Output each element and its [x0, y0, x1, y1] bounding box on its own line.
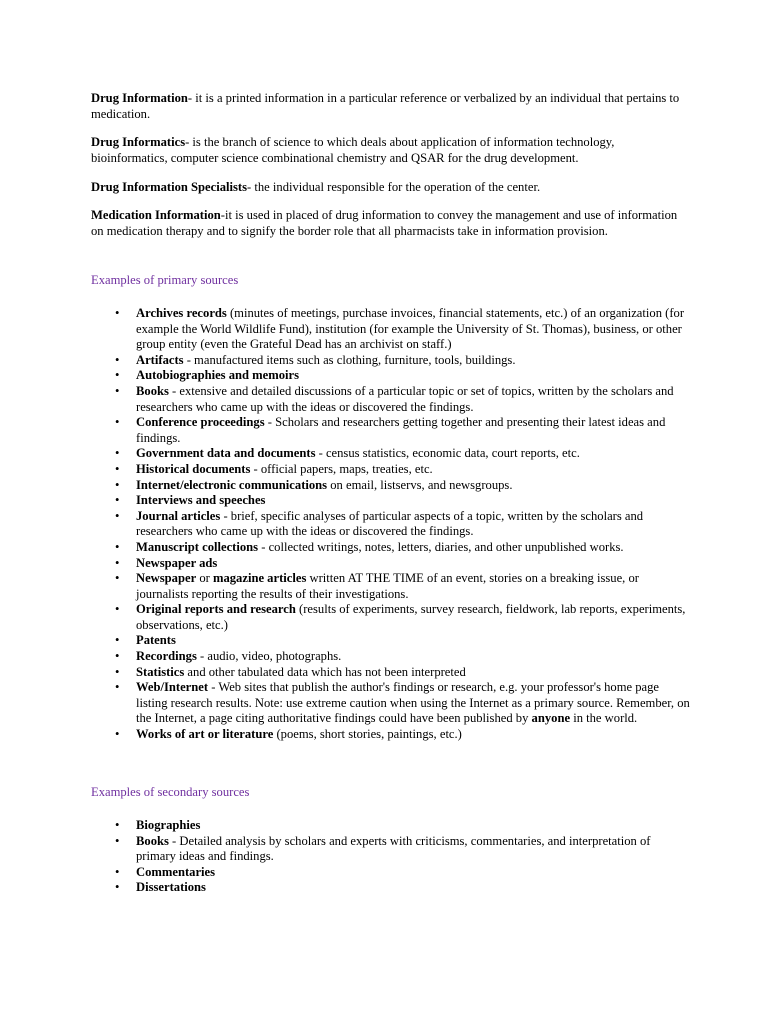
list-item-text: (results of experiments, survey research, fieldwork, lab reports, experiments, observations, etc.) — [136, 602, 686, 632]
list-item-term: Original reports and research — [136, 602, 296, 617]
list-item-text: or — [196, 571, 213, 586]
bullet-icon: • — [115, 664, 120, 679]
list-item — [91, 446, 691, 462]
list-item-term: Conference proceedings — [136, 415, 265, 430]
bullet-icon: • — [115, 368, 120, 383]
list-item — [91, 633, 691, 649]
list-item-text: - census statistics, economic data, court reports, etc. — [315, 446, 580, 461]
list-item-text: (minutes of meetings, purchase invoices, financial statements, etc.) of an organization (for example the World Wildlife Fund), institution (for example the University of St. Thomas), business, or other group entity (even the Grateful Dead has an archivist on staff.) — [136, 306, 685, 352]
list-item — [91, 478, 691, 494]
bullet-icon: • — [115, 477, 120, 492]
list-item — [91, 602, 691, 633]
primary-sources-list — [91, 306, 691, 743]
bullet-icon: • — [115, 571, 120, 586]
bullet-icon: • — [115, 306, 120, 320]
list-item — [91, 415, 691, 446]
list-item-term: Archives records — [136, 306, 227, 320]
bullet-icon: • — [115, 602, 120, 617]
list-item-term: Manuscript collections — [136, 539, 259, 554]
list-item — [91, 493, 691, 509]
definition-term: Medication Information — [91, 208, 221, 222]
definition-term: Drug Informatics — [91, 135, 186, 149]
list-item-term: Autobiographies and memoirs — [136, 368, 300, 383]
list-item-term: Commentaries — [136, 864, 216, 879]
bullet-icon: • — [115, 352, 120, 367]
list-item-text: in the world. — [570, 711, 638, 726]
list-item — [91, 680, 691, 727]
list-item — [91, 649, 691, 665]
list-item-term: Recordings — [136, 649, 197, 664]
list-item-text: written AT THE TIME of an event, stories on a breaking issue, or journalists reporting the results of their investigations. — [136, 571, 639, 601]
bullet-icon: • — [115, 555, 120, 570]
list-item-text: - Detailed analysis by scholars and experts with criticisms, commentaries, and interpretation of primary ideas and findings. — [136, 833, 651, 864]
list-item — [91, 556, 691, 572]
list-item — [91, 384, 691, 415]
list-item — [91, 540, 691, 556]
list-item-term: anyone — [531, 711, 571, 726]
list-item — [91, 368, 691, 384]
definition-drug-information-specialists — [91, 180, 691, 196]
list-item — [91, 665, 691, 681]
list-item-term: Artifacts — [136, 352, 184, 367]
list-item — [91, 571, 691, 602]
list-item-term: Patents — [136, 633, 176, 648]
bullet-icon: • — [115, 818, 120, 832]
list-item-term: Historical documents — [136, 461, 251, 476]
list-item-text: on email, listservs, and newsgroups. — [327, 477, 513, 492]
list-item-term: Newspaper ads — [136, 555, 218, 570]
list-item-term: magazine articles — [212, 571, 307, 586]
bullet-icon: • — [115, 680, 120, 695]
bullet-icon: • — [115, 864, 120, 879]
list-item-text: - collected writings, notes, letters, diaries, and other unpublished works. — [258, 539, 624, 554]
bullet-icon: • — [115, 833, 120, 848]
list-item-term: Works of art or literature — [136, 727, 274, 742]
list-item-term: Internet/electronic communications — [136, 477, 328, 492]
list-item-term: Books — [136, 383, 169, 398]
list-item-term: Dissertations — [136, 880, 206, 895]
bullet-icon: • — [115, 415, 120, 430]
definition-drug-informatics — [91, 135, 691, 166]
list-item — [91, 834, 691, 865]
definition-medication-information — [91, 208, 691, 239]
bullet-icon: • — [115, 633, 120, 648]
definition-term: Drug Information Specialists — [91, 180, 248, 194]
definition-text: -it is used in placed of drug information to convey the management and use of information on medication therapy and to signify the border role that all pharmacists take in information provision. — [91, 208, 678, 238]
bullet-icon: • — [115, 446, 120, 461]
list-item — [91, 509, 691, 540]
definition-drug-information — [91, 91, 691, 122]
list-item-text: - extensive and detailed discussions of a particular topic or set of topics, written by the scholars and researchers who came up with the ideas or discovered the findings. — [136, 383, 674, 414]
list-item — [91, 818, 691, 834]
bullet-icon: • — [115, 383, 120, 398]
list-item-text: - manufactured items such as clothing, furniture, tools, buildings. — [183, 352, 516, 367]
list-item-term: Newspaper — [136, 571, 197, 586]
definition-text: - is the branch of science to which deals about application of information technology, bioinformatics, computer science combinational chemistry and QSAR for the drug development. — [91, 135, 615, 165]
definition-text: - it is a printed information in a particular reference or verbalized by an individual that pertains to medication. — [91, 91, 680, 121]
definition-text: - the individual responsible for the operation of the center. — [247, 180, 541, 194]
list-item-text: (poems, short stories, paintings, etc.) — [273, 727, 462, 742]
list-item-term: Interviews and speeches — [136, 493, 266, 508]
list-item-text: - Scholars and researchers getting together and presenting their latest ideas and findings. — [136, 415, 666, 445]
list-item — [91, 727, 691, 743]
list-item-text: - audio, video, photographs. — [196, 649, 342, 664]
bullet-icon: • — [115, 493, 120, 508]
list-item — [91, 880, 691, 896]
list-item-term: Journal articles — [136, 508, 221, 523]
list-item-term: Web/Internet — [136, 680, 209, 695]
bullet-icon: • — [115, 727, 120, 742]
list-item-term: Books — [136, 833, 169, 848]
list-item — [91, 353, 691, 369]
list-item-text: - Web sites that publish the author's findings or research, e.g. your professor's home page listing research results. Note: use extreme caution when using the Internet as a primary source. Remember, on the Internet, a page citing authoritative findings could have been published by — [136, 680, 690, 726]
list-item-term: Government data and documents — [136, 446, 316, 461]
definition-term: Drug Information — [91, 91, 188, 105]
bullet-icon: • — [115, 649, 120, 664]
primary-sources-heading: Examples of primary sources — [91, 273, 239, 287]
list-item — [91, 462, 691, 478]
list-item-term: Biographies — [136, 818, 201, 832]
list-item-text: - official papers, maps, treaties, etc. — [250, 461, 433, 476]
secondary-sources-list — [91, 818, 691, 896]
list-item — [91, 306, 691, 353]
bullet-icon: • — [115, 461, 120, 476]
list-item-text: - brief, specific analyses of particular aspects of a topic, written by the scholars and researchers who came up with the ideas or discovered the findings. — [136, 508, 644, 539]
list-item-term: Statistics — [136, 664, 185, 679]
list-item-text: and other tabulated data which has not been interpreted — [184, 664, 466, 679]
bullet-icon: • — [115, 880, 120, 895]
bullet-icon: • — [115, 508, 120, 523]
bullet-icon: • — [115, 539, 120, 554]
secondary-sources-heading: Examples of secondary sources — [91, 785, 250, 799]
list-item — [91, 865, 691, 881]
